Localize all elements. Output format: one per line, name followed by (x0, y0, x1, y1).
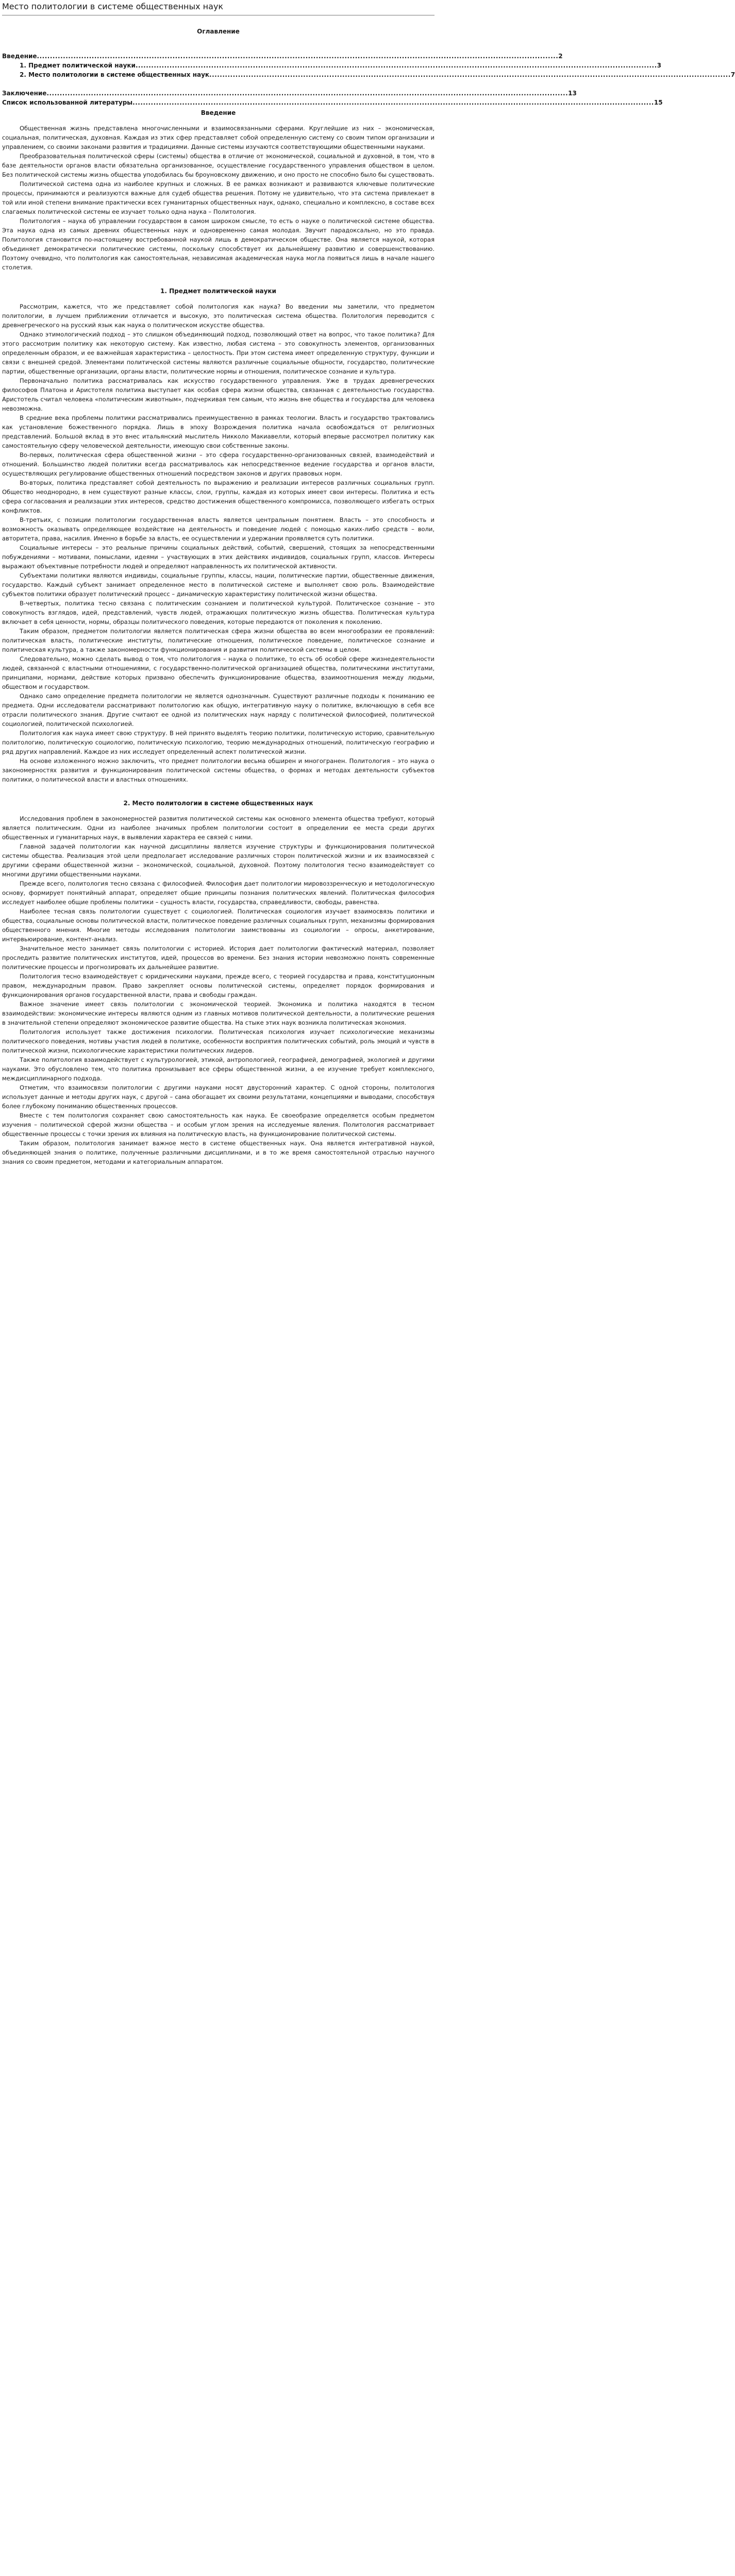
toc-leader-dots: ........................................................................................................................................................................................................ (135, 62, 657, 69)
toc-entry[interactable] (2, 52, 563, 61)
body-paragraph: Вместе с тем политология сохраняет свою самостоятельность как наука. Ее своеобразие определяется особым предметом изучения – политической сферой жизни общества – и особым углом зрения на исследуемые явления. Политология рассматривает общественные процессы с точки зрения их влияния на политическую власть, на функционирование политической системы. (2, 1112, 435, 1138)
toc-entry-label: 2. Место политологии в системе общественных наук (20, 71, 210, 78)
body-paragraph: Общественная жизнь представлена многочисленными и взаимосвязанными сферами. Круглейшие из них – экономическая, социальная, политическая, духовная. Каждая из этих сфер представляет собой определенную систему со своим типом организации и управлением, со своими законами развития и традициями. Данные системы изучаются соответствующими общественными науками. (2, 125, 435, 150)
body-paragraph: Первоначально политика рассматривалась как искусство государственного управления. Уже в трудах древнегреческих философов Платона и Аристотеля политика выступает как особая сфера жизни общества, связанная с деятельностью государства. Аристотель считал человека «политическим животным», подчеркивая тем самым, что жизнь вне общества и государства для человека невозможна. (2, 377, 435, 412)
toc-entry[interactable] (2, 89, 577, 98)
toc-leader-dots: ........................................................................................................................................................................................................ (46, 90, 569, 97)
body-paragraph: Преобразовательная политической сферы (системы) общества в отличие от экономической, социальной и духовной, в том, что в базе деятельности органов власти обязательна организованное, осуществление государственного управления обществом в целом. Без политической системы жизнь общества уподобилась бы броуновскому движению, и оно просто не способно было бы существовать. (2, 152, 435, 178)
toc-entry-page: 15 (654, 99, 663, 106)
toc-leader-dots: ........................................................................................................................................................................................................ (37, 53, 559, 60)
body-paragraph: Политической система одна из наиболее крупных и сложных. В ее рамках возникают и развиваются ключевые политические процессы, принимаются и реализуются важные для судеб общества решения. Потому не удивительно, что эта система привлекает в той или иной степени внимание практически всех гуманитарных общественных наук, однако, специально и комплексно, в составе всех слагаемых политической системы ее изучает только одна наука – Политология. (2, 180, 435, 215)
toc-leader-dots: ........................................................................................................................................................................................................ (209, 71, 731, 78)
body-paragraph: Следовательно, можно сделать вывод о том, что политология – наука о политике, то есть об особой сфере жизнедеятельности людей, связанной с властными отношениями, с государственно-политической организацией общества, политическими институтами, принципами, нормами, действие которых призвано обеспечить функционирование общества, взаимоотношения между людьми, обществом и государством. (2, 655, 435, 690)
body-paragraph: Политология использует также достижения психологии. Политическая психология изучает психологические механизмы политического поведения, мотивы участия людей в политике, особенности восприятия политических событий, роль эмоций и чувств в политической жизни, психологические характеристики политических лидеров. (2, 1028, 435, 1054)
body-paragraph: Прежде всего, политология тесно связана с философией. Философия дает политологии мировоззренческую и методологическую основу, формирует понятийный аппарат, определяет общие принципы познания политических явлений. Политическая философия исследует наиболее общие проблемы политики – сущность власти, государства, справедливости, свободы, равенства. (2, 880, 435, 906)
toc-entry[interactable] (2, 61, 662, 70)
body-paragraph: Отметим, что взаимосвязи политологии с другими науками носят двусторонний характер. С одной стороны, политология использует данные и методы других наук, с другой – сама обогащает их своими результатами, концепциями и выводами, способствуя более глубокому пониманию общественных процессов. (2, 1084, 435, 1110)
body-paragraph: В средние века проблемы политики рассматривались преимущественно в рамках теологии. Власть и государство трактовались как установление божественного порядка. Лишь в эпоху Возрождения политика начала освобождаться от религиозных представлений. Большой вклад в это внес итальянский мыслитель Никколо Макиавелли, который впервые рассмотрел политику как самостоятельную сферу человеческой деятельности, имеющую свои собственные законы. (2, 414, 435, 449)
section-heading: Введение (201, 109, 236, 116)
body-paragraph: Важное значение имеет связь политологии с экономической теорией. Экономика и политика находятся в тесном взаимодействии: экономические интересы являются одним из главных мотивов политической деятельности, а политические решения в значительной степени определяют экономическое развитие общества. На стыке этих наук возникла политическая экономия. (2, 1001, 435, 1026)
body-paragraph: В-третьих, с позиции политологии государственная власть является центральным понятием. Власть – это способность и возможность оказывать определяющее воздействие на деятельность и поведение людей с помощью каких-либо средств – воли, авторитета, права, насилия. Именно в борьбе за власть, ее осуществлении и удержании проявляется суть политики. (2, 516, 435, 542)
toc-entry-label: Заключение (2, 90, 47, 97)
body-paragraph: В-четвертых, политика тесно связана с политическим сознанием и политической культурой. Политическое сознание – это совокупность взглядов, идей, представлений, чувств людей, отражающих политическую жизнь общества. Политическая культура включает в себя ценности, нормы, образцы политического поведения, которые передаются от поколения к поколению. (2, 600, 435, 625)
body-paragraph: Таким образом, предметом политологии является политическая сфера жизни общества во всем многообразии ее проявлений: политическая власть, политические институты, политические отношения, политическое поведение, политическое сознание и политическая культура, а также закономерности функционирования и развития политической системы в целом. (2, 628, 435, 653)
document-title: Место политологии в системе общественных наук (2, 2, 224, 11)
toc-entry-label: Список использованной литературы (2, 99, 133, 106)
table-of-contents (2, 52, 735, 107)
toc-entry[interactable] (2, 70, 735, 79)
section-heading: 1. Предмет политической науки (160, 287, 276, 295)
toc-entry[interactable] (2, 98, 663, 107)
body-paragraph: Также политология взаимодействует с культурологией, этикой, антропологией, географией, демографией, экологией и другими науками. Это обусловлено тем, что политика пронизывает все сферы общественной жизни, а ее изучение требует комплексного, междисциплинарного подхода. (2, 1056, 435, 1082)
toc-heading: Оглавление (197, 28, 240, 35)
body-paragraph: Однако этимологический подход – это слишком объединяющий подход, позволяющий ответ на вопрос, что такое политика? Для этого рассмотрим политику как некоторую систему. Как известно, любая система – это совокупность элементов, организованных определенным образом, и ее важнейшая характеристика – целостность. При этом система имеет определенную структуру, функции и связи с внешней средой. Элементами политической системы являются различные социальные общности, государство, политические партии, общественные организации, органы власти, политические нормы и отношения, политическое сознание и культура. (2, 331, 435, 375)
toc-entry-label: Введение (2, 53, 37, 60)
body-paragraph: Во-первых, политическая сфера общественной жизни – это сфера государственно-организованных связей, взаимодействий и отношений. Большинство людей политики всегда рассматривалось как непосредственное ведение государства и органов власти, осуществляющих регулирование общественных отношений посредством законов и других правовых норм. (2, 451, 435, 477)
section-heading: 2. Место политологии в системе общественных наук (123, 800, 313, 807)
toc-entry-page: 7 (730, 71, 735, 78)
body-paragraph: Политология – наука об управлении государством в самом широком смысле, то есть о науке о политической системе общества. Эта наука одна из самых древних общественных наук и одновременно самая молодая. Звучит парадоксально, но это правда. Политология становится по-настоящему востребованной наукой лишь в демократическом обществе. Она является наукой, которая объединяет демократически политические системы, поскольку способствует их дальнейшему развитию и совершенствованию. Поэтому очевидно, что политология как самостоятельная, независимая академическая наука могла появиться лишь в начале нашего столетия. (2, 217, 435, 271)
body-paragraph: Таким образом, политология занимает важное место в системе общественных наук. Она является интегративной наукой, объединяющей знания о политике, полученные различными дисциплинами, и в то же время самостоятельной отраслью научного знания со своим предметом, методами и категориальным аппаратом. (2, 1140, 435, 1165)
body-paragraph: Социальные интересы – это реальные причины социальных действий, событий, свершений, стоящих за непосредственными побуждениями – мотивами, помыслами, идеями – участвующих в этих действиях индивидов, социальных групп, классов. Интересы выражают объективные потребности людей и определяют направленность их политической активности. (2, 544, 435, 570)
body-paragraph: Исследования проблем в закономерностей развития политической системы как основного элемента общества требуют, который является политическим. Одни из наиболее значимых проблем политологии состоит в определении ее места среди других общественных и гуманитарных наук, в выявлении характера ее связей с ними. (2, 815, 435, 841)
body-paragraph: Главной задачей политологии как научной дисциплины является изучение структуры и функционирования политической системы общества. Реализация этой цели предполагает исследование различных сторон политической жизни и их взаимосвязей с другими сферами общественной жизни – экономической, социальной, духовной. Поэтому политология тесно взаимодействует со многими другими общественными науками. (2, 843, 435, 878)
toc-entry-page: 13 (568, 90, 577, 97)
body-paragraph: Однако само определение предмета политологии не является однозначным. Существуют различные подходы к пониманию ее предмета. Одни исследователи рассматривают политологию как общую, интегративную науку о политике, включающую в себя все отрасли политического знания. Другие считают ее одной из политических наук наряду с политической философией, политической социологией, политической психологией. (2, 692, 435, 727)
body-paragraph: Наиболее тесная связь политологии существует с социологией. Политическая социология изучает взаимосвязь политики и общества, социальные основы политической власти, политическое поведение различных социальных групп, механизмы формирования общественного мнения. Многие методы исследования политологии заимствованы из социологии – опросы, анкетирование, интервьюирование, контент-анализ. (2, 908, 435, 943)
body-paragraph: Во-вторых, политика представляет собой деятельность по выражению и реализации интересов различных социальных групп. Общество неоднородно, в нем существуют разные классы, слои, группы, каждая из которых имеет свои интересы. Политика и есть сфера согласования и реализации этих интересов, средство достижения общественного компромисса, позволяющего избегать острых конфликтов. (2, 479, 435, 514)
document-body (2, 108, 435, 1166)
body-paragraph: Политология тесно взаимодействует с юридическими науками, прежде всего, с теорией государства и права, конституционным правом, международным правом. Право закрепляет основы политической системы, определяет порядок формирования и функционирования органов государственной власти, права и свободы граждан. (2, 973, 435, 998)
body-paragraph: Политология как наука имеет свою структуру. В ней принято выделять теорию политики, политическую историю, сравнительную политологию, политическую социологию, политическую психологию, теорию международных отношений, политическую географию и ряд других направлений. Каждое из них исследует определенный аспект политической жизни. (2, 730, 435, 755)
body-paragraph: На основе изложенного можно заключить, что предмет политологии весьма обширен и многогранен. Политология – это наука о закономерностях развития и функционирования политической системы общества, о формах и методах деятельности субъектов политики, о политической власти и властных отношениях. (2, 757, 435, 783)
body-paragraph: Рассмотрим, кажется, что же представляет собой политология как наука? Во введении мы заметили, что предметом политологии, в лучшем приближении отличается и высокую, это политическая система общества. Политология переводится с древнегреческого на русский язык как наука о политическом искусстве общества. (2, 303, 435, 329)
toc-leader-dots: ........................................................................................................................................................................................................ (132, 99, 654, 106)
body-paragraph: Значительное место занимает связь политологии с историей. История дает политологии фактический материал, позволяет проследить развитие политических институтов, идей, процессов во времени. Без знания истории невозможно понять современные политические процессы и прогнозировать их дальнейшее развитие. (2, 945, 435, 971)
body-paragraph: Субъектами политики являются индивиды, социальные группы, классы, нации, политические партии, общественные движения, государство. Каждый субъект занимает определенное место в политической системе и выполняет свою роль. Взаимодействие субъектов политики образует политический процесс – динамическую характеристику политической жизни общества. (2, 572, 435, 598)
toc-entry-page: 2 (558, 53, 563, 60)
toc-entry-page: 3 (657, 62, 662, 69)
toc-entry-label: 1. Предмет политической науки (20, 62, 136, 69)
